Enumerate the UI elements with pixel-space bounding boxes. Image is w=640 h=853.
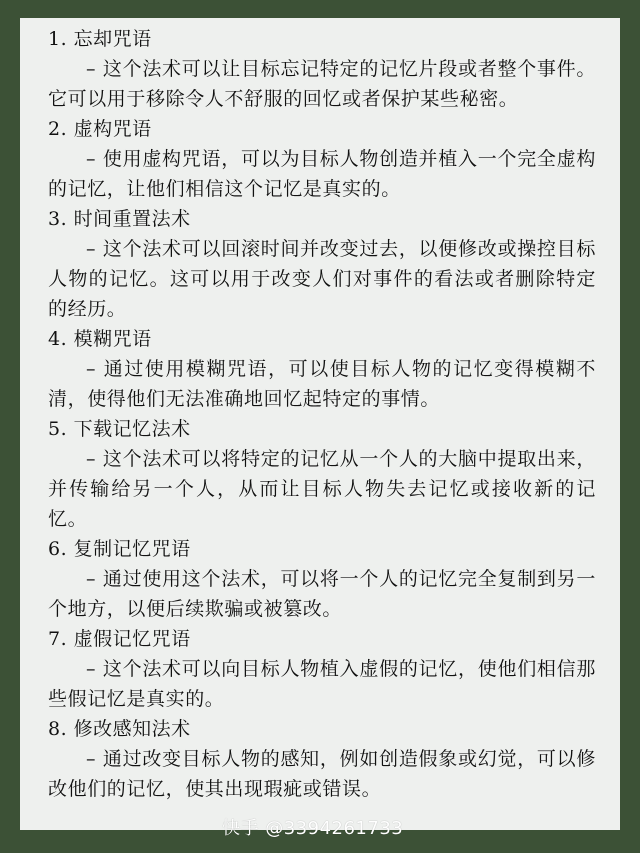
entry-description: – 通过改变目标人物的感知，例如创造假象或幻觉，可以修改他们的记忆，使其出现瑕疵或错误。 (48, 748, 596, 800)
entry-description: – 使用虚构咒语，可以为目标人物创造并植入一个完全虚构的记忆，让他们相信这个记忆是真实的。 (48, 148, 596, 200)
entry-8 (48, 714, 596, 804)
entry-title: 1. 忘却咒语 (48, 28, 152, 50)
entry-title: 4. 模糊咒语 (48, 328, 152, 350)
watermark: 快手 @3394261733 (222, 818, 404, 839)
entry-title: 2. 虚构咒语 (48, 118, 152, 140)
entry-title: 8. 修改感知法术 (48, 718, 191, 740)
entry-description: – 这个法术可以将特定的记忆从一个人的大脑中提取出来，并传输给另一个人，从而让目标人物失去记忆或接收新的记忆。 (48, 448, 596, 530)
entry-6 (48, 534, 596, 624)
entry-7 (48, 624, 596, 714)
entry-5 (48, 414, 596, 534)
entry-4 (48, 324, 596, 414)
entry-1 (48, 24, 596, 114)
entry-description: – 这个法术可以回滚时间并改变过去，以便修改或操控目标人物的记忆。这可以用于改变人们对事件的看法或者删除特定的经历。 (48, 238, 596, 320)
entry-description: – 通过使用这个法术，可以将一个人的记忆完全复制到另一个地方，以便后续欺骗或被篡改。 (48, 568, 596, 620)
entry-description: – 这个法术可以让目标忘记特定的记忆片段或者整个事件。它可以用于移除令人不舒服的回忆或者保护某些秘密。 (48, 58, 596, 110)
entry-2 (48, 114, 596, 204)
entry-description: – 通过使用模糊咒语，可以使目标人物的记忆变得模糊不清，使得他们无法准确地回忆起特定的事情。 (48, 358, 596, 410)
entry-description: – 这个法术可以向目标人物植入虚假的记忆，使他们相信那些假记忆是真实的。 (48, 658, 596, 710)
document-page (20, 18, 620, 830)
entry-title: 7. 虚假记忆咒语 (48, 628, 191, 650)
entry-3 (48, 204, 596, 324)
entry-title: 3. 时间重置法术 (48, 208, 191, 230)
entry-title: 5. 下载记忆法术 (48, 418, 191, 440)
entry-title: 6. 复制记忆咒语 (48, 538, 191, 560)
